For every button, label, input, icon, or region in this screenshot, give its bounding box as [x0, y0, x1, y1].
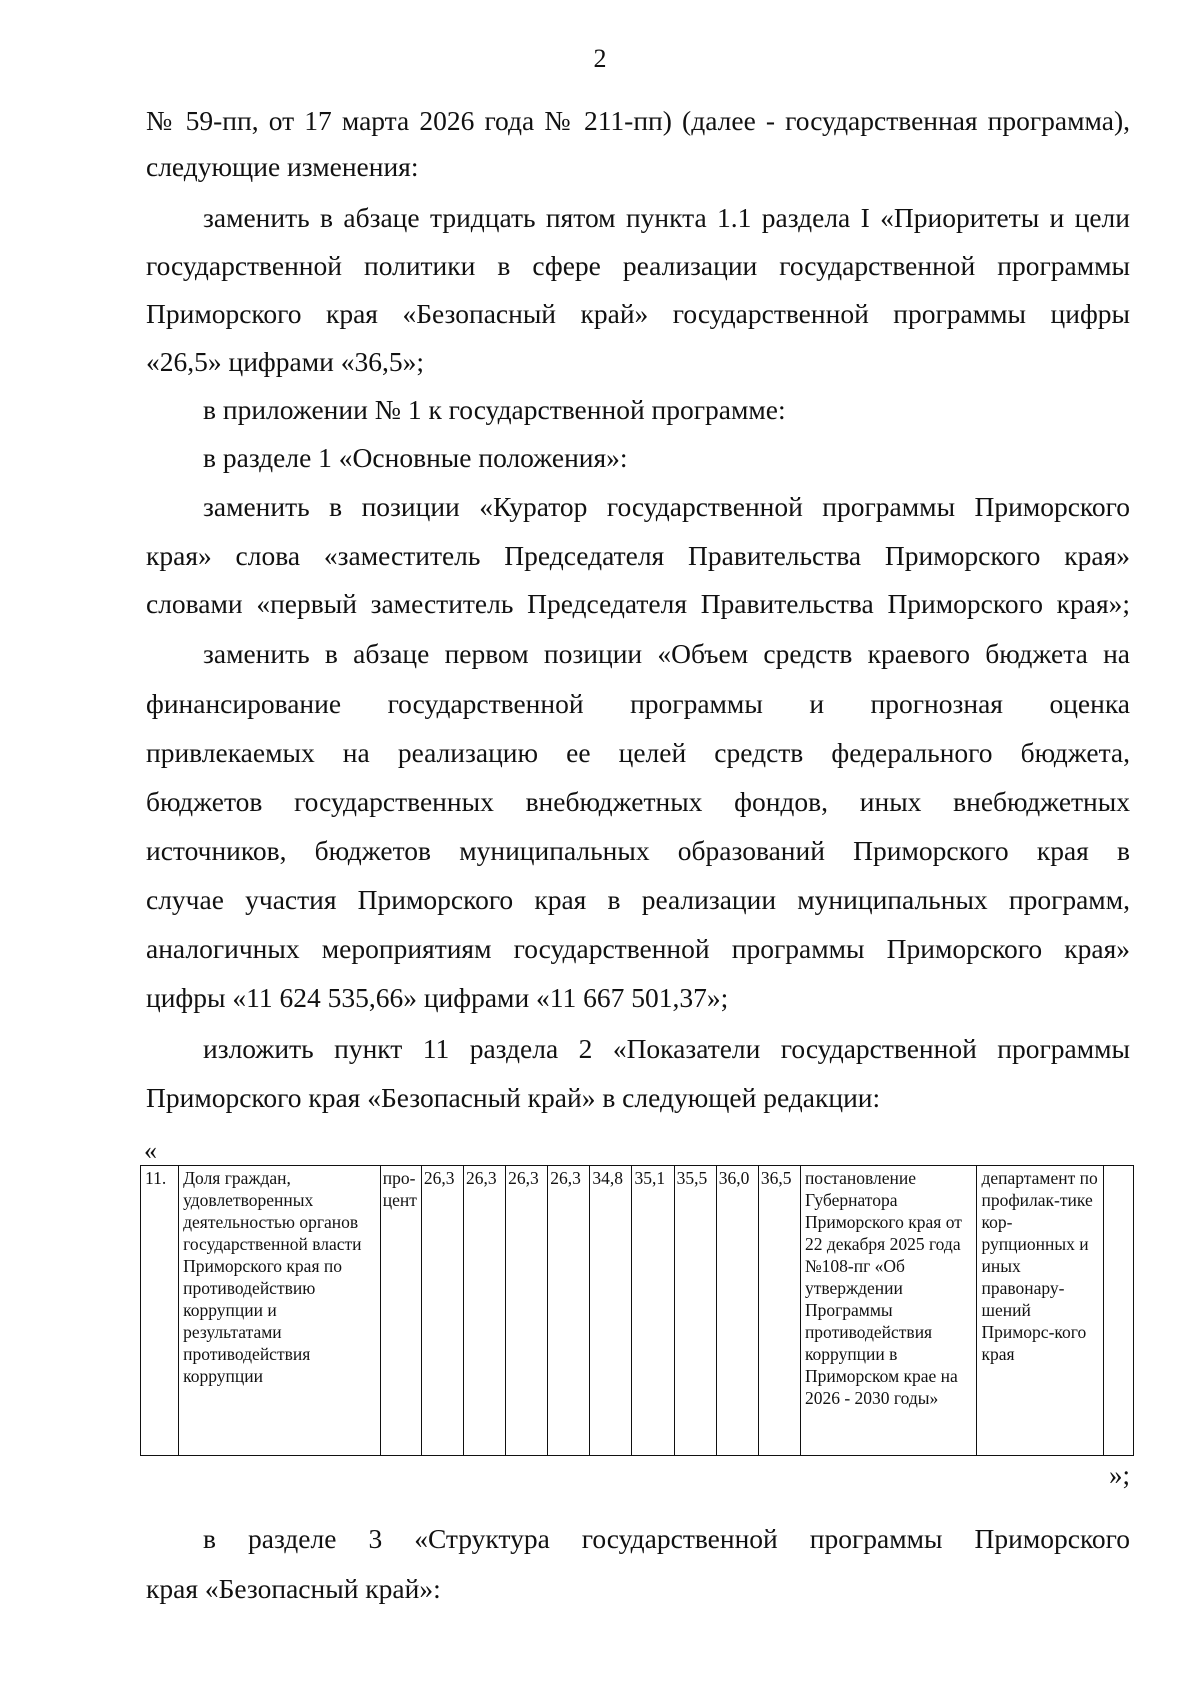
paragraph-line: словами «первый заместитель Председателя Правительства Приморского края»; [146, 588, 1130, 619]
table-row [141, 1166, 1134, 1456]
paragraph-line: источников, бюджетов муниципальных образований Приморского края в [146, 835, 1130, 866]
value: 35,1 [634, 1168, 666, 1188]
value: 36,0 [718, 1168, 750, 1188]
indicator-name: Доля граждан, удовлетворенных деятельностью органов государственной власти Приморского края по противодействию коррупции и результатами противодействия коррупции [183, 1168, 362, 1386]
document-text: постановление Губернатора Приморского края от 22 декабря 2025 года №108-пг «Об утверждении Программы противодействия коррупции в Приморском крае на 2026 - 2030 годы» [804, 1168, 962, 1408]
value: 26,3 [508, 1168, 539, 1188]
value-cell [463, 1166, 505, 1456]
paragraph-line: изложить пункт 11 раздела 2 «Показатели государственной программы [203, 1033, 1130, 1064]
value: 34,8 [592, 1168, 623, 1188]
paragraph-line: аналогичных мероприятиям государственной программы Приморского края» [146, 933, 1130, 964]
unit: про-цент [382, 1168, 417, 1210]
extra-cell [1103, 1166, 1133, 1456]
table-close-quote: »; [1108, 1460, 1130, 1490]
responsible-text: департамент по профилак-тике кор-рупционных и иных правонару-шений Приморс-кого края [981, 1168, 1098, 1364]
paragraph-line: следующие изменения: [146, 151, 419, 182]
paragraph-line: случае участия Приморского края в реализации муниципальных программ, [146, 884, 1130, 915]
paragraph-line: Приморского края «Безопасный край» в следующей редакции: [146, 1082, 881, 1113]
paragraph-line: заменить в абзаце тридцать пятом пункта 1.1 раздела I «Приоритеты и цели [203, 202, 1130, 233]
indicator-name-cell [179, 1166, 381, 1456]
paragraph-line: в разделе 3 «Структура государственной программы Приморского [203, 1523, 1130, 1554]
value: 35,5 [676, 1168, 708, 1188]
unit-cell [380, 1166, 421, 1456]
value-cell [758, 1166, 800, 1456]
value: 26,3 [550, 1168, 581, 1188]
responsible-cell [977, 1166, 1103, 1456]
paragraph-line: привлекаемых на реализацию ее целей средств федерального бюджета, [146, 737, 1130, 768]
value: 36,5 [760, 1168, 792, 1188]
paragraph-line: в приложении № 1 к государственной программе: [203, 394, 786, 425]
table-open-quote: « [144, 1136, 157, 1165]
value-cell [716, 1166, 758, 1456]
paragraph-line: цифры «11 624 535,66» цифрами «11 667 501,37»; [146, 982, 729, 1013]
value-cell [632, 1166, 674, 1456]
page-number: 2 [593, 44, 607, 73]
value-cell [548, 1166, 590, 1456]
value-cell [506, 1166, 548, 1456]
value: 26,3 [423, 1168, 455, 1188]
paragraph-line: в разделе 1 «Основные положения»: [203, 442, 628, 473]
value-cell [421, 1166, 463, 1456]
paragraph-line: Приморского края «Безопасный край» государственной программы цифры [146, 298, 1130, 329]
paragraph-line: заменить в позиции «Куратор государственной программы Приморского [203, 491, 1130, 522]
paragraph-line: заменить в абзаце первом позиции «Объем средств краевого бюджета на [203, 638, 1130, 669]
paragraph-line: «26,5» цифрами «36,5»; [146, 346, 424, 377]
paragraph-line: государственной политики в сфере реализации государственной программы [146, 250, 1130, 281]
row-number: 11. [145, 1168, 167, 1188]
value-cell [590, 1166, 632, 1456]
value-cell [674, 1166, 716, 1456]
paragraph-line: финансирование государственной программы и прогнозная оценка [146, 688, 1130, 719]
paragraph-line: бюджетов государственных внебюджетных фондов, иных внебюджетных [146, 786, 1130, 817]
row-number-cell [141, 1166, 179, 1456]
paragraph-line: края» слова «заместитель Председателя Правительства Приморского края» [146, 540, 1130, 571]
value: 26,3 [465, 1168, 497, 1188]
paragraph-line: № 59-пп, от 17 марта 2026 года № 211-пп) (далее - государственная программа), [146, 105, 1130, 136]
paragraph-line: края «Безопасный край»: [146, 1573, 441, 1604]
indicator-table [140, 1165, 1134, 1456]
document-cell [800, 1166, 977, 1456]
